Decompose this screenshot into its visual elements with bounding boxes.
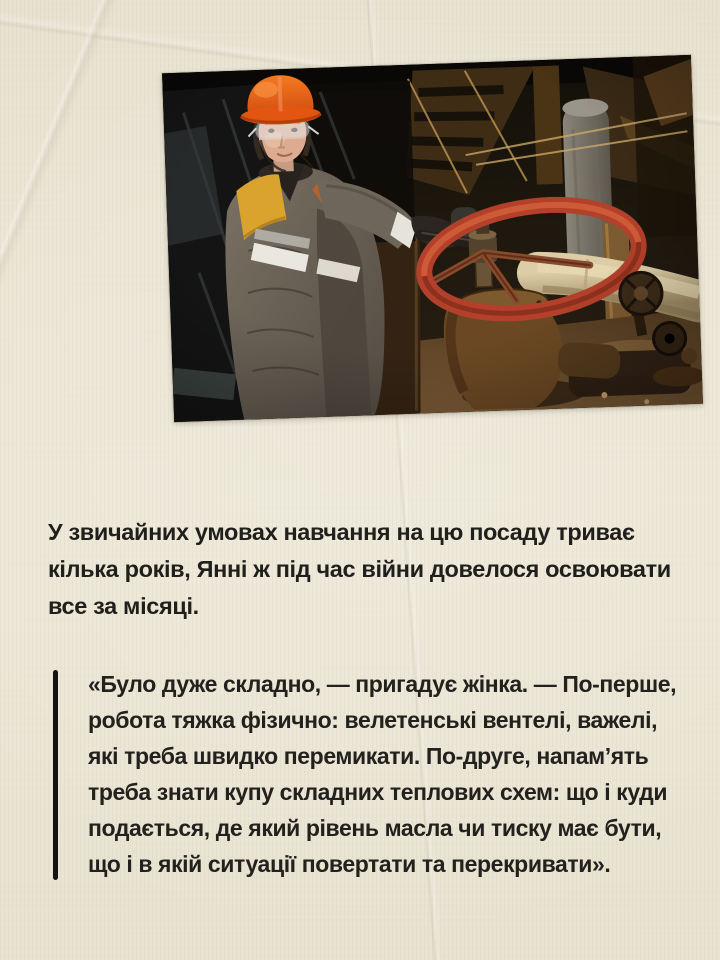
quote-accent-bar — [53, 670, 58, 880]
quote-block — [53, 666, 689, 882]
photo-vignette — [162, 55, 703, 422]
quote-text: «Було дуже складно, — пригадує жінка. — По-перше, робота тяжка фізично: велетенські вентелі, важелі, які треба швидко перемикати. По-друге, напам’ять треба знати купу складних теплових схем: що і куди подається, де який рівень масла чи тиску має бути, що і в якій ситуації повертати та перекривати». — [88, 671, 677, 877]
photo-woman-valve — [162, 55, 703, 422]
intro-paragraph: У звичайних умовах навчання на цю посаду триває кілька років, Янні ж під час війни довелося освоювати все за місяці. — [48, 519, 671, 619]
